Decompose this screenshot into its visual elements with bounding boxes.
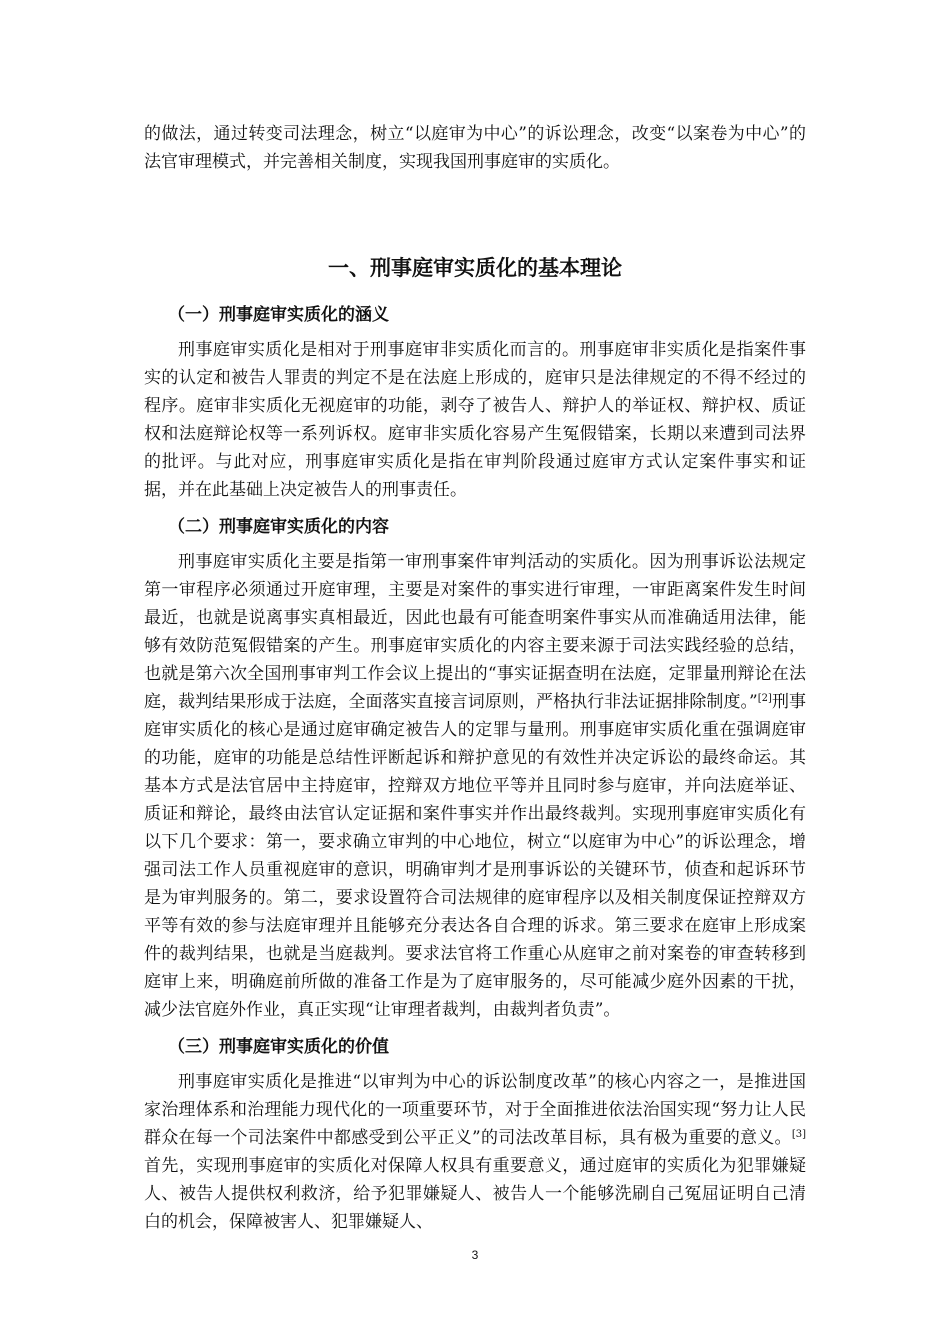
intro-paragraph: 的做法，通过转变司法理念，树立“以庭审为中心”的诉讼理念，改变“以案卷为中心”的法官审理模式，并完善相关制度，实现我国刑事庭审的实质化。 — [144, 124, 806, 172]
paragraph-text: 首先，实现刑事庭审的实质化对保障人权具有重要意义，通过庭审的实质化为犯罪嫌疑人、被告人提供权利救济，给予犯罪嫌疑人、被告人一个能够洗刷自己冤屈证明自己清白的机会，保障被害人、犯罪嫌疑人、 — [144, 1156, 806, 1232]
subsection-paragraph-2 — [144, 548, 806, 1024]
subsection-title-2: （二）刑事庭审实质化的内容 — [168, 517, 389, 537]
citation-reference: [3] — [791, 1129, 806, 1140]
paragraph-text: 刑事庭审实质化是推进“以审判为中心的诉讼制度改革”的核心内容之一，是推进国家治理体系和治理能力现代化的一项重要环节，对于全面推进依法治国实现“努力让人民群众在每一个司法案件中都感受到公平正义”的司法改革目标，具有极为重要的意义。 — [144, 1072, 806, 1148]
paragraph-text: 刑事庭审实质化的核心是通过庭审确定被告人的定罪与量刑。刑事庭审实质化重在强调庭审的功能，庭审的功能是总结性评断起诉和辩护意见的有效性并决定诉讼的最终命运。其基本方式是法官居中主持庭审，控辩双方地位平等并且同时参与庭审，并向法庭举证、质证和辩论，最终由法官认定证据和案件事实并作出最终裁判。实现刑事庭审实质化有以下几个要求：第一，要求确立审判的中心地位，树立“以庭审为中心”的诉讼理念，增强司法工作人员重视庭审的意识，明确审判才是刑事诉讼的关键环节，侦查和起诉环节是为审判服务的。第二，要求设置符合司法规律的庭审程序以及相关制度保证控辩双方平等有效的参与法庭审理并且能够充分表达各自合理的诉求。第三要求在庭审上形成案件的裁判结果，也就是当庭裁判。要求法官将工作重心从庭审之前对案卷的审查转移到庭审上来，明确庭前所做的准备工作是为了庭审服务的，尽可能减少庭外因素的干扰，减少法官庭外作业，真正实现“让审理者裁判，由裁判者负责”。 — [144, 692, 806, 1020]
citation-reference: [2] — [757, 693, 772, 704]
subsection-title-3: （三）刑事庭审实质化的价值 — [168, 1037, 389, 1057]
subsection-paragraph-3 — [144, 1068, 806, 1236]
subsection-paragraph-1: 刑事庭审实质化是相对于刑事庭审非实质化而言的。刑事庭审非实质化是指案件事实的认定和被告人罪责的判定不是在法庭上形成的，庭审只是法律规定的不得不经过的程序。庭审非实质化无视庭审的功能，剥夺了被告人、辩护人的举证权、辩护权、质证权和法庭辩论权等一系列诉权。庭审非实质化容易产生冤假错案，长期以来遭到司法界的批评。与此对应，刑事庭审实质化是指在审判阶段通过庭审方式认定案件事实和证据，并在此基础上决定被告人的刑事责任。 — [144, 340, 806, 500]
page-content — [144, 120, 806, 1236]
section-title: 一、刑事庭审实质化的基本理论 — [328, 256, 622, 280]
page-number: 3 — [471, 1248, 479, 1262]
paragraph-text: 刑事庭审实质化主要是指第一审刑事案件审判活动的实质化。因为刑事诉讼法规定第一审程序必须通过开庭审理，主要是对案件的事实进行审理，一审距离案件发生时间最近，也就是说离事实真相最近，因此也最有可能查明案件事实从而准确适用法律，能够有效防范冤假错案的产生。刑事庭审实质化的内容主要来源于司法实践经验的总结，也就是第六次全国刑事审判工作会议上提出的“事实证据查明在法庭，定罪量刑辩论在法庭，裁判结果形成于法庭，全面落实直接言词原则，严格执行非法证据排除制度。” — [144, 552, 806, 712]
subsection-title-1: （一）刑事庭审实质化的涵义 — [168, 305, 389, 325]
